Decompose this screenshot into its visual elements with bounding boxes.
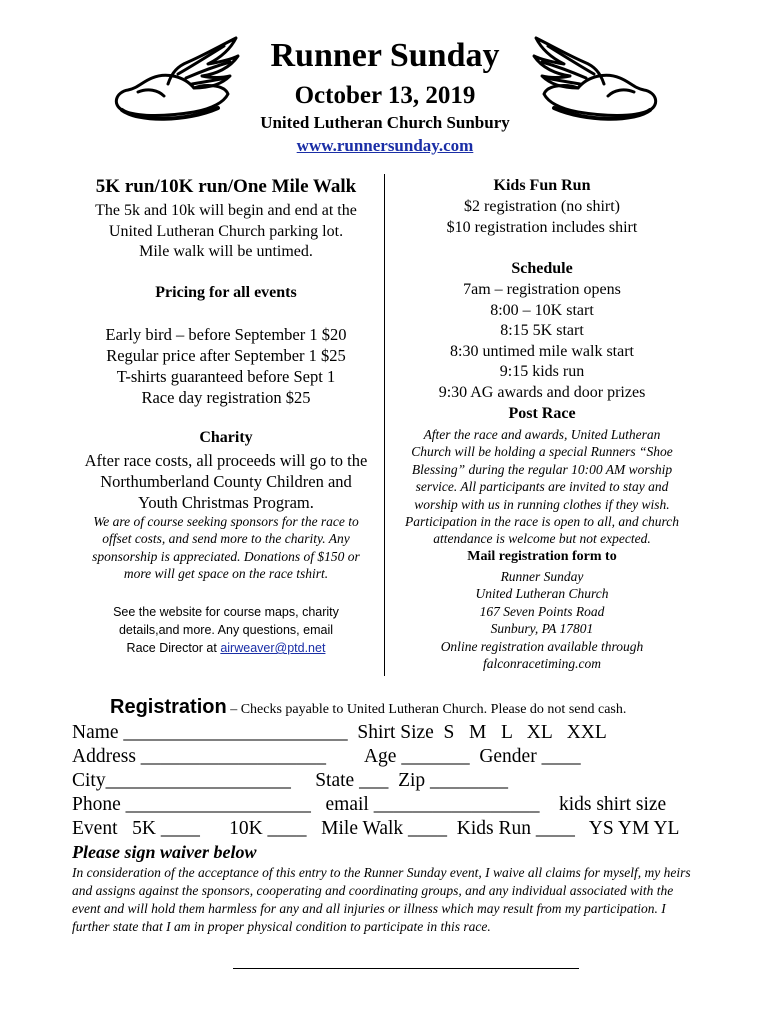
waiver-heading: Please sign waiver below — [72, 842, 257, 862]
event-selection-field[interactable]: Event 5K ____ 10K ____ Mile Walk ____ Kids Run ____ YS YM YL — [72, 818, 680, 839]
charity-description: After race costs, all proceeds will go to the Northumberland County Children and Youth Christmas Program. — [84, 451, 368, 512]
race-heading: 5K run/10K run/One Mile Walk — [95, 176, 357, 197]
website-link[interactable]: www.runnersunday.com — [296, 136, 474, 155]
pricing-heading: Pricing for all events — [155, 284, 297, 301]
waiver-text: In consideration of the acceptance of this entry to the Runner Sunday event, I waive all claims for myself, my heirs and assigns against the sponsors, cooperating and coordinating groups, and any individual associated with the event and will hold them harmless for any and all injuries or illness which may result from my participation. I further state that I am in proper physical condition to participate in this race. — [72, 865, 691, 934]
post-race-heading: Post Race — [508, 405, 576, 422]
event-date: October 13, 2019 — [294, 82, 476, 109]
schedule-list: 7am – registration opens 8:00 – 10K start 8:15 5K start 8:30 untimed mile walk start 9:15 kids run 9:30 AG awards and door prizes — [438, 281, 646, 401]
race-description: The 5k and 10k will begin and end at the United Lutheran Church parking lot. Mile walk will be untimed. — [95, 202, 357, 260]
name-shirt-size-field[interactable]: Name _______________________ Shirt Size S M L XL XXL — [72, 722, 607, 743]
charity-heading: Charity — [199, 429, 253, 446]
registration-heading: Registration — [110, 696, 227, 718]
director-email-link[interactable]: airweaver@ptd.net — [220, 641, 326, 655]
kids-heading: Kids Fun Run — [493, 177, 591, 194]
kids-pricing: $2 registration (no shirt) $10 registration includes shirt — [446, 198, 638, 236]
phone-email-field[interactable]: Phone ___________________ email _________________ kids shirt size — [72, 794, 667, 815]
mail-heading: Mail registration form to — [467, 549, 617, 564]
page-title: Runner Sunday — [270, 37, 500, 74]
sponsor-note: We are of course seeking sponsors for the race to offset costs, and send more to the charity. Any sponsorship is appreciated. Donations of $150 or more will get space on the race tshirt. — [92, 514, 360, 582]
mail-address: Runner Sunday United Lutheran Church 167 Seven Points Road Sunbury, PA 17801 Online registration available through falconracetiming.com — [440, 569, 644, 672]
city-state-zip-field[interactable]: City___________________ State ___ Zip ________ — [72, 770, 509, 791]
pricing-list: Early bird – before September 1 $20 Regular price after September 1 $25 T-shirts guaranteed before Sept 1 Race day registration $25 — [105, 325, 347, 407]
church-name: United Lutheran Church Sunbury — [260, 113, 510, 132]
registration-note: – Checks payable to United Lutheran Church. Please do not send cash. — [226, 702, 627, 717]
signature-line[interactable] — [233, 968, 579, 969]
contact-info: See the website for course maps, charity details,and more. Any questions, email Race Director at airweaver@ptd.net — [113, 605, 339, 655]
column-divider — [384, 174, 385, 676]
registration-header — [110, 696, 626, 719]
post-race-description: After the race and awards, United Lutheran Church will be holding a special Runners “Shoe Blessing” during the regular 10:00 AM worship service. All participants are invited to stay and worship with us in running clothes if they wish. Participation in the race is open to all, and church attendance is welcome but not expected. — [405, 427, 679, 547]
address-age-gender-field[interactable]: Address ___________________ Age _______ Gender ____ — [72, 746, 581, 767]
schedule-heading: Schedule — [511, 260, 573, 277]
